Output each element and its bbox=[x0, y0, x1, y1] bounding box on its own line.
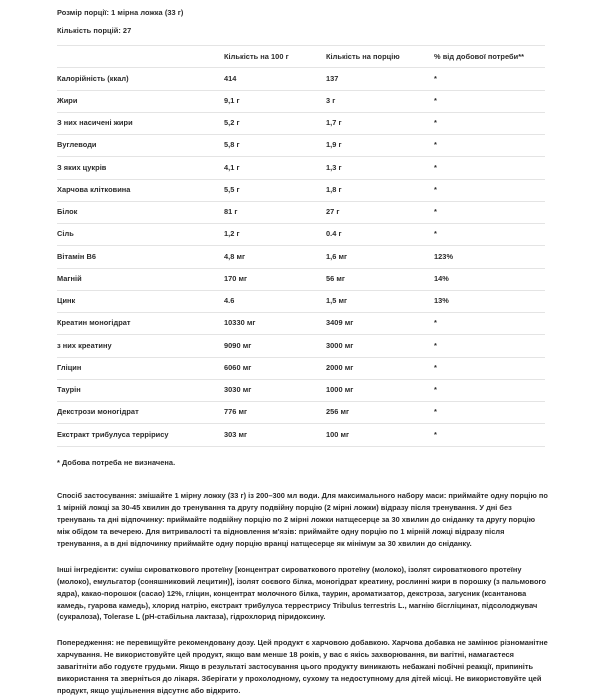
table-row bbox=[57, 379, 545, 401]
nutrient-name: Вуглеводи bbox=[57, 135, 224, 157]
nutrient-name: Креатин моногідрат bbox=[57, 313, 224, 335]
value-daily-percent: * bbox=[434, 68, 545, 90]
value-per-portion: 3 г bbox=[326, 90, 434, 112]
table-footnote: * Добова потреба не визначена. bbox=[57, 457, 176, 467]
value-daily-percent: 14% bbox=[434, 268, 545, 290]
table-row bbox=[57, 246, 545, 268]
nutrient-name: Вітамін B6 bbox=[57, 246, 224, 268]
usage-instructions-paragraph: Спосіб застосування: змішайте 1 мірну ложку (33 г) із 200–300 мл води. Для максимального набору маси: приймайте одну порцію по 1 мірній ложці за 30-45 хвилин до тренування та другу подвійну порцію (2 мірні ложки) відразу після тренування. У дні без тренувань та дні відпочинку: приймайте подвійну порцію по 2 мірні ложки натщесерце за 30 хвилин до сніданку та другу порцію між обідом та вечерею. Для витривалості та відновлення м'язів: приймайте одну порцію по 1 мірній ложці відразу після тренування, а в дні відпочинку приймайте одну порцію вранці натщесерце як мінімум за 30 хвилин до сніданку. bbox=[57, 490, 548, 548]
value-daily-percent: * bbox=[434, 179, 545, 201]
nutrient-name: З яких цукрів bbox=[57, 157, 224, 179]
nutrient-name: Магній bbox=[57, 268, 224, 290]
table-row bbox=[57, 357, 545, 379]
text-sections bbox=[57, 490, 548, 697]
table-row bbox=[57, 402, 545, 424]
value-per-portion: 100 мг bbox=[326, 424, 434, 446]
value-per-100g: 776 мг bbox=[224, 402, 326, 424]
serving-size-line: Розмір порції: 1 мірна ложка (33 г) bbox=[57, 8, 184, 17]
value-daily-percent: 123% bbox=[434, 246, 545, 268]
nutrient-name: з них креатину bbox=[57, 335, 224, 357]
value-per-portion: 1,8 г bbox=[326, 179, 434, 201]
value-per-portion: 1000 мг bbox=[326, 379, 434, 401]
value-per-100g: 1,2 г bbox=[224, 224, 326, 246]
nutrient-name: Декстрози моногідрат bbox=[57, 402, 224, 424]
value-daily-percent: * bbox=[434, 157, 545, 179]
nutrient-name: Гліцин bbox=[57, 357, 224, 379]
nutrient-name: З них насичені жири bbox=[57, 112, 224, 134]
table-row bbox=[57, 135, 545, 157]
value-per-100g: 9,1 г bbox=[224, 90, 326, 112]
value-daily-percent: * bbox=[434, 90, 545, 112]
value-daily-percent: * bbox=[434, 379, 545, 401]
warning-paragraph: Попередження: не перевищуйте рекомендовану дозу. Цей продукт є харчовою добавкою. Харчова добавка не замінює різноманітне харчування. Не використовуйте цей продукт, якщо вам менше 18 років, у вас є якісь захворювання, ви вагітні, намагаєтеся завагітніти або годуєте грудьми. Якщо в результаті застосування цього продукту виникають небажані побічні реакції, припиніть використання та зверніться до лікаря. Зберігати у прохолодному, сухому та недоступному для дітей місці. Не використовуйте цей продукт, якщо ущільнення відсутнє або відкрито. bbox=[57, 638, 548, 696]
nutrient-name: Сіль bbox=[57, 224, 224, 246]
serving-count-line: Кількість порцій: 27 bbox=[57, 26, 132, 36]
value-per-100g: 81 г bbox=[224, 201, 326, 223]
value-per-100g: 4,1 г bbox=[224, 157, 326, 179]
table-row bbox=[57, 335, 545, 357]
value-per-100g: 10330 мг bbox=[224, 313, 326, 335]
nutrient-name: Калорійність (ккал) bbox=[57, 68, 224, 90]
value-per-100g: 3030 мг bbox=[224, 379, 326, 401]
value-per-portion: 1,5 мг bbox=[326, 290, 434, 312]
value-per-100g: 170 мг bbox=[224, 268, 326, 290]
value-per-portion: 27 г bbox=[326, 201, 434, 223]
value-daily-percent: * bbox=[434, 112, 545, 134]
value-per-100g: 4.6 bbox=[224, 290, 326, 312]
table-row bbox=[57, 201, 545, 223]
nutrient-name: Харчова клітковина bbox=[57, 179, 224, 201]
value-per-portion: 56 мг bbox=[326, 268, 434, 290]
value-daily-percent: * bbox=[434, 335, 545, 357]
value-per-100g: 5,5 г bbox=[224, 179, 326, 201]
column-header-daily-value: % від добової потреби** bbox=[434, 45, 545, 68]
value-daily-percent: * bbox=[434, 357, 545, 379]
value-per-100g: 414 bbox=[224, 68, 326, 90]
value-per-portion: 3409 мг bbox=[326, 313, 434, 335]
value-per-portion: 1,9 г bbox=[326, 135, 434, 157]
table-row bbox=[57, 112, 545, 134]
column-header-nutrient bbox=[57, 45, 224, 68]
value-per-portion: 0.4 г bbox=[326, 224, 434, 246]
table-row bbox=[57, 90, 545, 112]
value-per-portion: 1,3 г bbox=[326, 157, 434, 179]
table-row bbox=[57, 224, 545, 246]
value-per-100g: 303 мг bbox=[224, 424, 326, 446]
value-per-portion: 256 мг bbox=[326, 402, 434, 424]
value-per-portion: 1,6 мг bbox=[326, 246, 434, 268]
value-per-100g: 5,8 г bbox=[224, 135, 326, 157]
nutrient-name: Жири bbox=[57, 90, 224, 112]
serving-info bbox=[57, 6, 545, 36]
table-row bbox=[57, 68, 545, 90]
table-row bbox=[57, 424, 545, 446]
value-per-portion: 137 bbox=[326, 68, 434, 90]
nutrient-name: Таурін bbox=[57, 379, 224, 401]
ingredients-paragraph: Інші інгредієнти: суміш сироваткового протеїну [концентрат сироваткового протеїну (молоко), ізолят сироваткового протеїну (молоко), емульгатор (соняшниковий лецитин)], ізолят соєвого білка, моногідрат креатину, рослинні жири в порошку (з пальмового ядра), какао-порошок (сасао) 12%, гліцин, концентрат молочного білка, таурин, ароматизатор, декстроза, загусник (ксантанова камедь, гуарова камедь), хлорид натрію, екстракт трибулуса террестрису Tribulus terrestris L., магнію бісгліцинат, підсолоджувач (сукралоза), Tolerase L (pH-стабільна лактаза), гідрохлорид піридоксину. bbox=[57, 564, 547, 622]
value-per-100g: 9090 мг bbox=[224, 335, 326, 357]
nutrition-facts-table bbox=[57, 45, 545, 447]
value-daily-percent: * bbox=[434, 201, 545, 223]
column-header-per-100g: Кількість на 100 г bbox=[224, 45, 326, 68]
nutrient-name: Екстракт трибулуса террірису bbox=[57, 424, 224, 446]
nutrient-name: Цинк bbox=[57, 290, 224, 312]
table-row bbox=[57, 157, 545, 179]
value-per-portion: 2000 мг bbox=[326, 357, 434, 379]
table-row bbox=[57, 290, 545, 312]
value-daily-percent: * bbox=[434, 424, 545, 446]
value-per-portion: 1,7 г bbox=[326, 112, 434, 134]
table-row bbox=[57, 179, 545, 201]
table-header bbox=[57, 45, 545, 68]
value-per-100g: 4,8 мг bbox=[224, 246, 326, 268]
table-header-row bbox=[57, 45, 545, 68]
nutrient-name: Білок bbox=[57, 201, 224, 223]
value-per-portion: 3000 мг bbox=[326, 335, 434, 357]
value-per-100g: 6060 мг bbox=[224, 357, 326, 379]
table-row bbox=[57, 313, 545, 335]
value-daily-percent: 13% bbox=[434, 290, 545, 312]
value-daily-percent: * bbox=[434, 402, 545, 424]
value-per-100g: 5,2 г bbox=[224, 112, 326, 134]
column-header-per-portion: Кількість на порцію bbox=[326, 45, 434, 68]
value-daily-percent: * bbox=[434, 313, 545, 335]
table-row bbox=[57, 268, 545, 290]
value-daily-percent: * bbox=[434, 135, 545, 157]
value-daily-percent: * bbox=[434, 224, 545, 246]
table-body bbox=[57, 68, 545, 446]
